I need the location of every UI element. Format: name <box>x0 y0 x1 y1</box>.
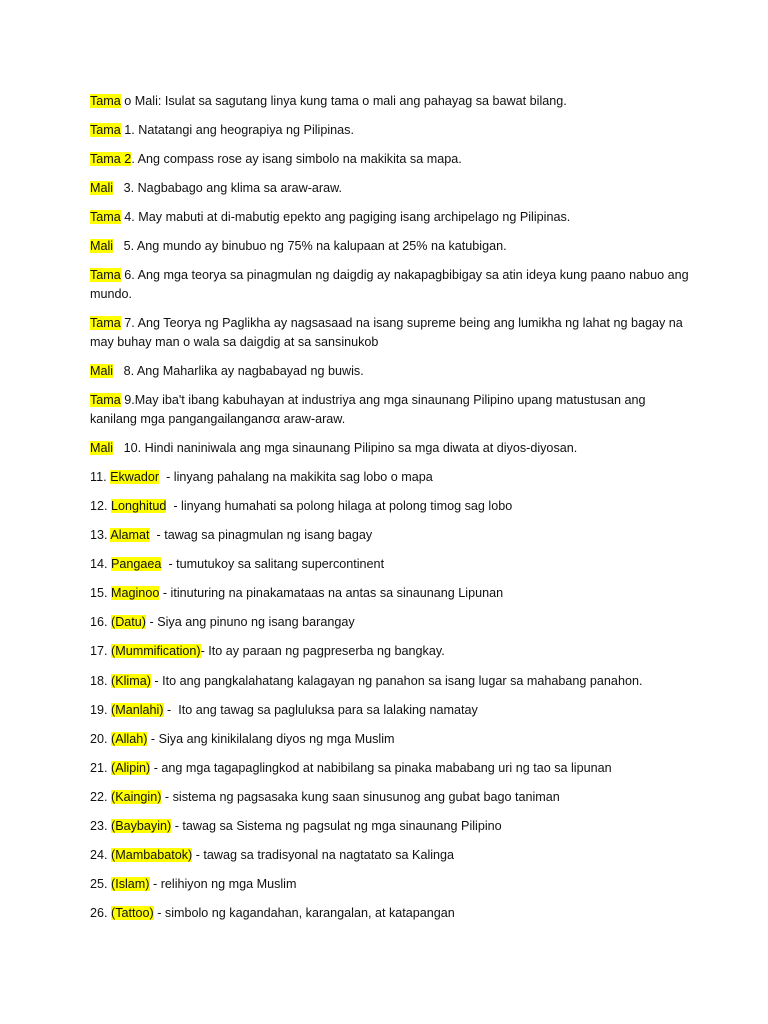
item-text: - Siya ang kinikilalang diyos ng mga Muslim <box>147 732 395 746</box>
instructions-text: o Mali: Isulat sa sagutang linya kung tama o mali ang pahayag sa bawat bilang. <box>120 94 567 108</box>
item-26 <box>90 904 690 923</box>
answer-highlight: Alamat <box>110 528 150 542</box>
item-1 <box>90 121 690 140</box>
item-number: 24. <box>90 848 112 862</box>
item-text: 10. Hindi naniniwala ang mga sinaunang Pilipino sa mga diwata at diyos-diyosan. <box>113 441 578 455</box>
item-text: 9.May iba't ibang kabuhayan at industriya ang mga sinaunang Pilipino upang matustusan ang kanilang mga pangangailanganσα araw-araw. <box>90 393 646 426</box>
answer-highlight: (Islam) <box>111 877 150 891</box>
item-16 <box>90 613 690 632</box>
item-number: 21. <box>90 761 112 775</box>
item-number: 12. <box>90 499 112 513</box>
item-text: - simbolo ng kagandahan, karangalan, at katapangan <box>153 906 455 920</box>
item-text: 6. Ang mga teorya sa pinagmulan ng daigdig ay nakapagbibigay sa atin ideya kung paano nabuo ang mundo. <box>90 268 689 301</box>
item-text: - sistema ng pagsasaka kung saan sinusunog ang gubat bago taniman <box>161 790 560 804</box>
answer-highlight: (Klima) <box>111 674 151 688</box>
item-number: 17. <box>90 644 112 658</box>
item-text: 8. Ang Maharlika ay nagbabayad ng buwis. <box>113 364 364 378</box>
item-4 <box>90 208 690 227</box>
answer-highlight: (Baybayin) <box>111 819 172 833</box>
answer-highlight: (Mambabatok) <box>111 848 193 862</box>
answer-highlight: (Tattoo) <box>111 906 154 920</box>
item-3 <box>90 179 690 198</box>
item-19 <box>90 701 690 720</box>
item-8 <box>90 362 690 381</box>
highlight: Tama <box>90 94 121 108</box>
item-number: 19. <box>90 703 112 717</box>
item-23 <box>90 817 690 836</box>
answer-highlight: Tama <box>90 268 121 282</box>
answer-highlight: (Kaingin) <box>111 790 162 804</box>
answer-highlight: Ekwador <box>110 470 160 484</box>
item-text: 3. Nagbabago ang klima sa araw-araw. <box>113 181 343 195</box>
item-text: - relihiyon ng mga Muslim <box>149 877 297 891</box>
item-20 <box>90 730 690 749</box>
item-12 <box>90 497 690 516</box>
answer-highlight: (Manlahi) <box>111 703 164 717</box>
answer-highlight: Tama <box>90 393 121 407</box>
item-text: - Siya ang pinuno ng isang barangay <box>146 615 355 629</box>
answer-highlight: Tama <box>90 210 121 224</box>
item-text: - itinuturing na pinakamataas na antas sa sinaunang Lipunan <box>159 586 504 600</box>
item-text: 1. Natatangi ang heograpiya ng Pilipinas. <box>120 123 354 137</box>
item-text: - linyang pahalang na makikita sag lobo o mapa <box>159 470 433 484</box>
item-10 <box>90 439 690 458</box>
item-17 <box>90 642 690 661</box>
item-text: - ang mga tagapaglingkod at nabibilang sa pinaka mababang uri ng tao sa lipunan <box>150 761 612 775</box>
item-number: 20. <box>90 732 112 746</box>
item-number: 15. <box>90 586 112 600</box>
item-text: - tawag sa Sistema ng pagsulat ng mga sinaunang Pilipino <box>171 819 502 833</box>
item-number: 18. <box>90 674 112 688</box>
item-2 <box>90 150 690 169</box>
item-text: - tawag sa pinagmulan ng isang bagay <box>149 528 373 542</box>
answer-highlight: Mali <box>90 239 114 253</box>
answer-highlight: Mali <box>90 441 114 455</box>
instructions <box>90 92 690 111</box>
item-text: 7. Ang Teorya ng Paglikha ay nagsasaad na isang supreme being ang lumikha ng lahat ng bagay na may buhay man o wala sa daigdig at sa sansinukob <box>90 316 683 349</box>
item-number: 14. <box>90 557 112 571</box>
item-15 <box>90 584 690 603</box>
answer-highlight: Tama <box>90 123 121 137</box>
answer-highlight: Mali <box>90 181 114 195</box>
item-21 <box>90 759 690 778</box>
answer-highlight: (Allah) <box>111 732 148 746</box>
answer-highlight: Mali <box>90 364 114 378</box>
item-number: 25. <box>90 877 112 891</box>
item-14 <box>90 555 690 574</box>
item-9 <box>90 391 690 429</box>
answer-highlight: (Mummification) <box>111 644 201 658</box>
answer-highlight: Tama 2 <box>90 152 132 166</box>
item-24 <box>90 846 690 865</box>
item-number: 26. <box>90 906 112 920</box>
item-number: 16. <box>90 615 112 629</box>
answer-highlight: Pangaea <box>111 557 162 571</box>
item-7 <box>90 314 690 352</box>
item-5 <box>90 237 690 256</box>
item-text: 5. Ang mundo ay binubuo ng 75% na kalupaan at 25% na katubigan. <box>113 239 507 253</box>
item-text: - Ito ang tawag sa pagluluksa para sa lalaking namatay <box>163 703 478 717</box>
answer-highlight: Maginoo <box>111 586 160 600</box>
item-22 <box>90 788 690 807</box>
item-18 <box>90 672 690 691</box>
item-text: 4. May mabuti at di-mabutig epekto ang pagiging isang archipelago ng Pilipinas. <box>120 210 571 224</box>
item-number: 22. <box>90 790 112 804</box>
item-text: . Ang compass rose ay isang simbolo na makikita sa mapa. <box>131 152 462 166</box>
item-text: - Ito ang pangkalahatang kalagayan ng panahon sa isang lugar sa mahabang panahon. <box>150 674 643 688</box>
item-25 <box>90 875 690 894</box>
item-13 <box>90 526 690 545</box>
answer-highlight: (Datu) <box>111 615 147 629</box>
item-number: 11. <box>90 470 111 484</box>
answer-highlight: (Alipin) <box>111 761 151 775</box>
item-text: - tumutukoy sa salitang supercontinent <box>161 557 385 571</box>
item-text: - linyang humahati sa polong hilaga at polong timog sag lobo <box>166 499 513 513</box>
item-number: 23. <box>90 819 112 833</box>
item-text: - tawag sa tradisyonal na nagtatato sa Kalinga <box>192 848 455 862</box>
answer-highlight: Tama <box>90 316 121 330</box>
item-text: - Ito ay paraan ng pagpreserba ng bangkay. <box>200 644 445 658</box>
answer-highlight: Longhitud <box>111 499 167 513</box>
item-11 <box>90 468 690 487</box>
item-6 <box>90 266 690 304</box>
item-number: 13. <box>90 528 111 542</box>
